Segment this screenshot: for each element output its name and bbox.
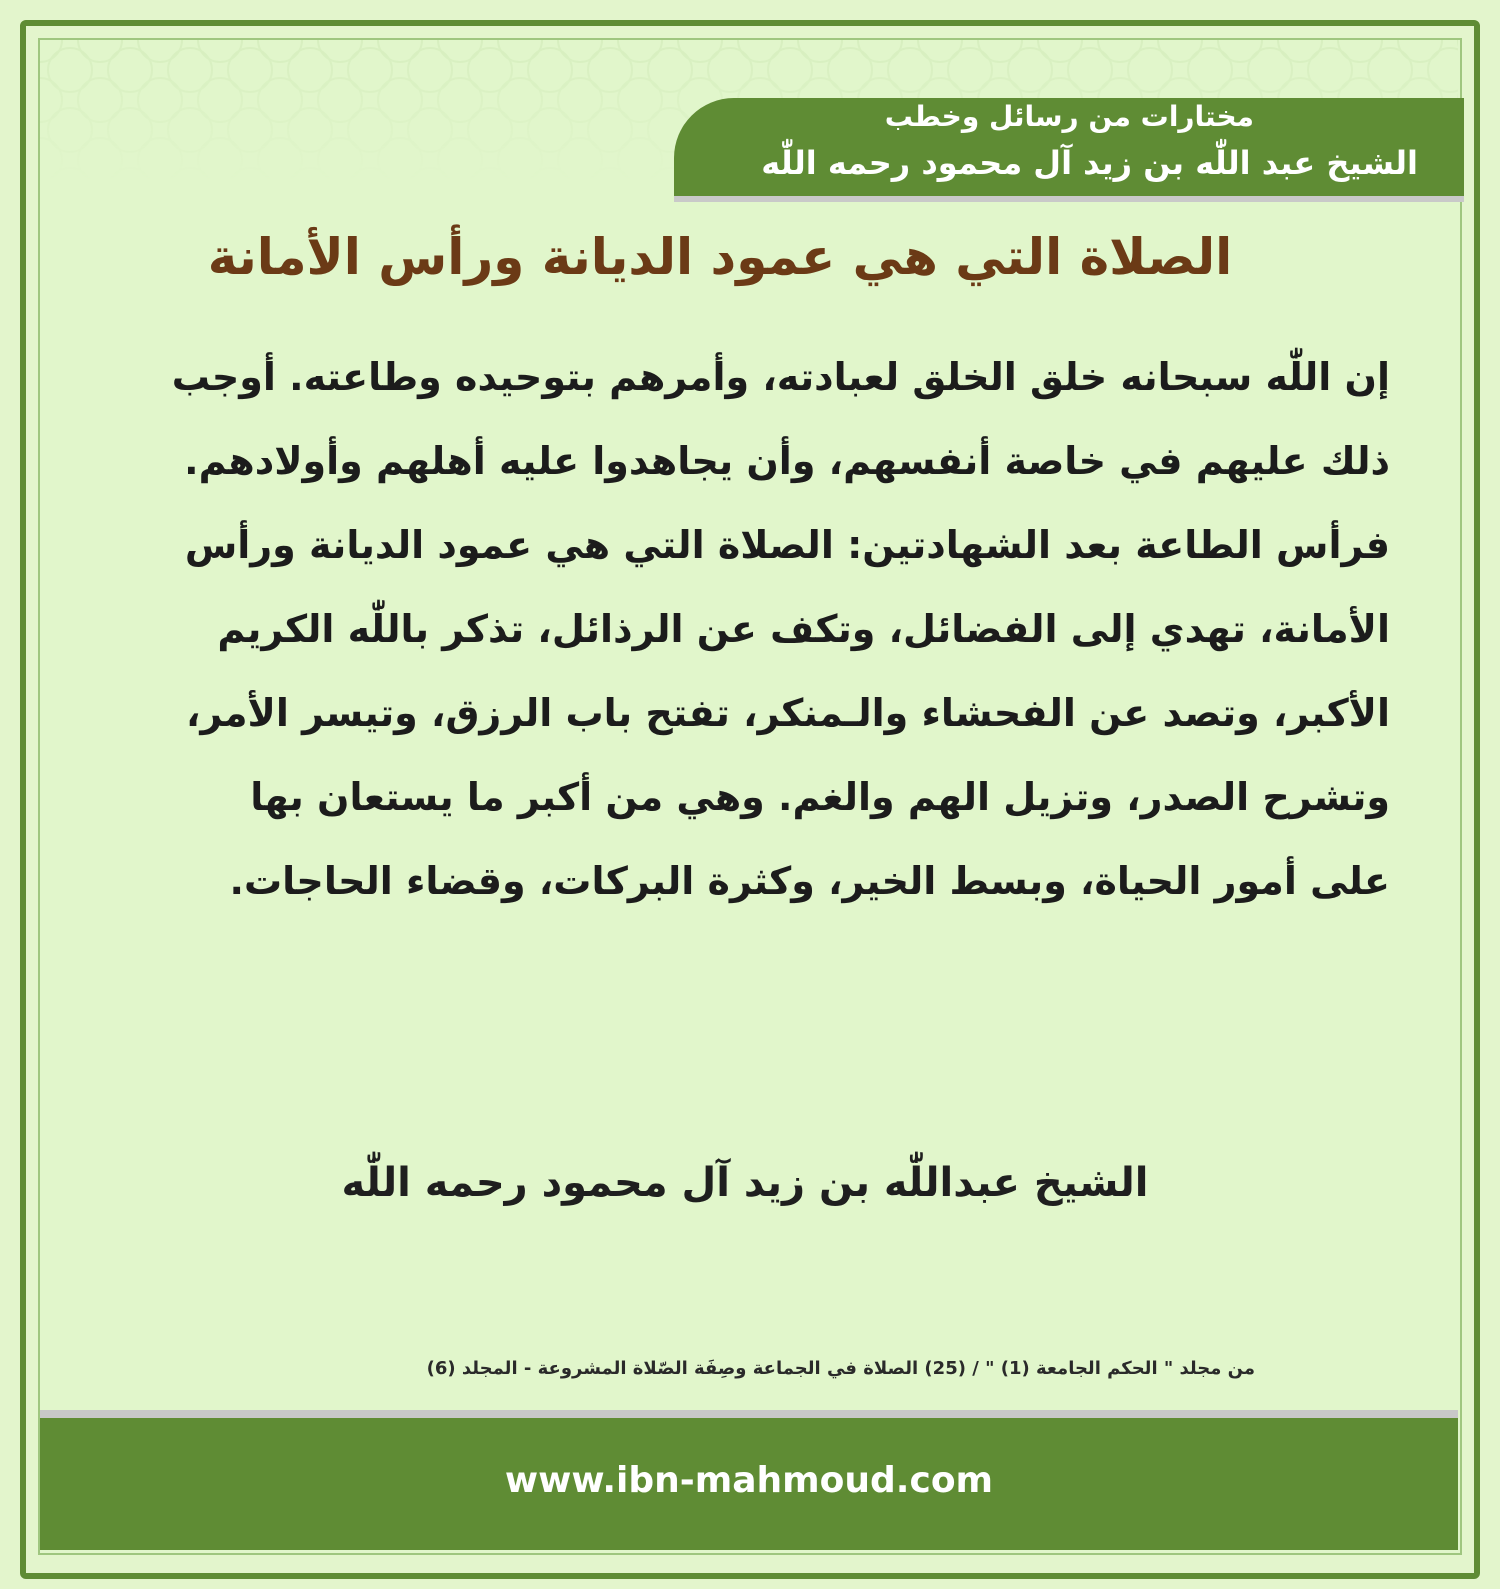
body-text <box>160 335 1390 923</box>
website-link[interactable]: www.ibn-mahmoud.com <box>504 1460 994 1501</box>
header-subtitle: مختارات من رسائل وخطب <box>884 100 1254 133</box>
paragraph-2: فرأس الطاعة بعد الشهادتين: الصلاة التي هي عمود الديانة ورأس الأمانة، تهدي إلى الفضائل، وتكف عن الرذائل، تذكر باللّٰه الكريم الأكبر، وتصد عن الفحشاء والـمنكر، تفتح باب الرزق، وتيسر الأمر، وتشرح الصدر، وتزيل الهم والغم. وهي من أكبر ما يستعان بها على أمور الحياة، وبسط الخير، وكثرة البركات، وقضاء الحاجات. <box>184 523 1390 903</box>
source-citation: من مجلد " الحكم الجامعة (1) " / (25) الصلاة في الجماعة وصِفَة الصّلاة المشروعة - المجلد (6) <box>426 1358 1255 1379</box>
header-author: الشيخ عبد اللّٰه بن زيد آل محمود رحمه اللّٰه <box>761 144 1418 182</box>
page-title: الصلاة التي هي عمود الديانة ورأس الأمانة <box>207 228 1233 286</box>
header-band <box>674 98 1464 196</box>
signature: الشيخ عبداللّٰه بن زيد آل محمود رحمه اللّٰه <box>341 1160 1149 1206</box>
paragraph-1: إن اللّٰه سبحانه خلق الخلق لعبادته، وأمرهم بتوحيده وطاعته. أوجب ذلك عليهم في خاصة أنفسهم، وأن يجاهدوا عليه أهلهم وأولادهم. <box>171 355 1390 483</box>
footer-shadow <box>40 1410 1458 1418</box>
footer-band <box>40 1418 1458 1550</box>
